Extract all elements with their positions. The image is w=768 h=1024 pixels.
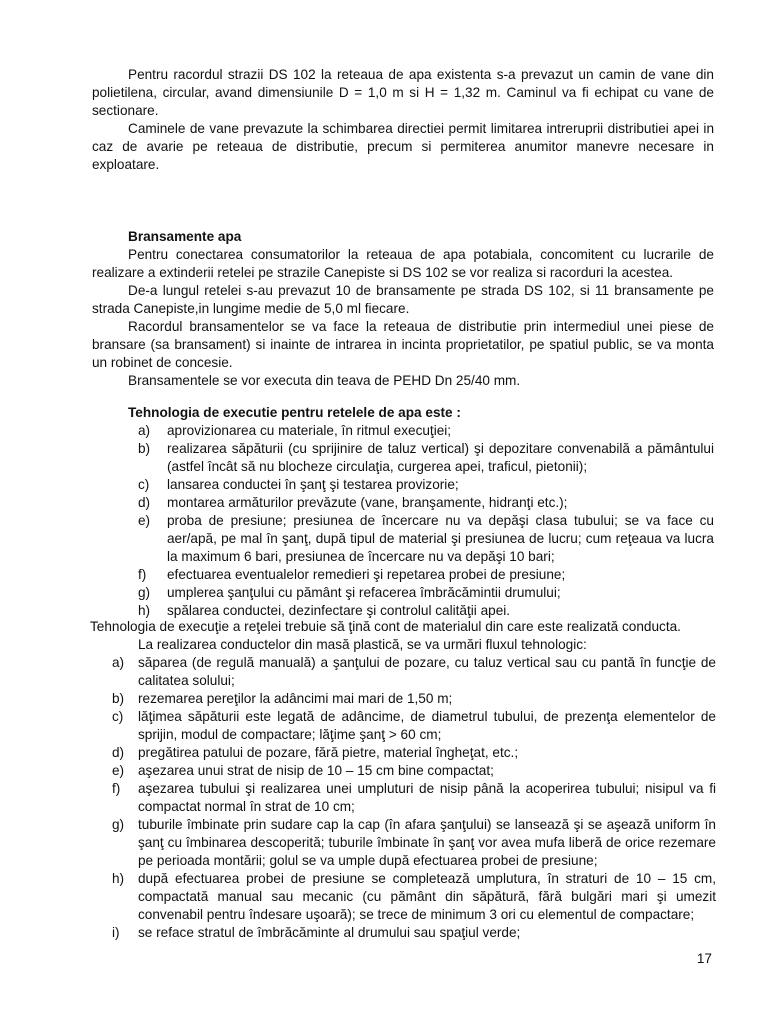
- list-item-text: se reface stratul de îmbrăcăminte al drumului sau spaţiul verde;: [138, 925, 521, 940]
- list-item: [138, 440, 714, 476]
- list-item-marker: h): [112, 871, 125, 886]
- list-item: [92, 762, 716, 780]
- list-item-marker: h): [138, 603, 151, 618]
- list-item-text: aprovizionarea cu materiale, în ritmul execuţiei;: [167, 423, 452, 438]
- list-item-text: rezemarea pereţilor la adâncimi mai mari de 1,50 m;: [138, 691, 453, 706]
- list-item-text: montarea armăturilor prevăzute (vane, branşamente, hidranţi etc.);: [167, 495, 568, 510]
- section-heading: Bransamente apa: [128, 229, 242, 244]
- list-item-text: după efectuarea probei de presiune se completează umplutura, în straturi de 10 – 15 cm, compactată manual sau mecanic (cu pământ din săpătură, fără bulgări mari şi umezit convenabil pentru îndesare uşoară); se trece de minimum 3 ori cu elementul de compactare;: [138, 871, 716, 922]
- list-item: [138, 476, 714, 494]
- paragraph: Tehnologia de execuţie a reţelei trebuie să ţină cont de materialul din care este realizată conducta.: [90, 619, 681, 634]
- list-item-text: aşezarea tubului şi realizarea unei umpluturi de nisip până la acoperirea tubului; nisipul va fi compactat normal în strat de 10 cm;: [138, 781, 716, 814]
- list-item-marker: a): [138, 423, 151, 438]
- paragraph: Pentru conectarea consumatorilor la reteaua de apa potabiala, concomitent cu lucrarile de realizare a extinderii retelei pe strazile Canepiste si DS 102 se vor realiza si racorduri la acestea.: [92, 247, 714, 280]
- list-item-marker: c): [138, 477, 150, 492]
- list-item-marker: e): [112, 763, 125, 778]
- section-valve-chamber: [92, 66, 714, 174]
- list-item: [92, 654, 716, 690]
- technology-steps-list: [138, 422, 714, 620]
- section-water-connections: [92, 228, 714, 390]
- paragraph: Racordul bransamentelor se va face la reteaua de distributie prin intermediul unei piese de bransare (sa bransament) si inainte de intrarea in incinta proprietatilor, pe spatiul public, se va monta un robinet de concesie.: [92, 319, 714, 370]
- list-item-marker: b): [138, 441, 151, 456]
- list-item-text: spălarea conductei, dezinfectare şi controlul calităţii apei.: [167, 603, 511, 618]
- list-item: [92, 870, 716, 924]
- list-item-text: realizarea săpăturii (cu sprijinire de taluz vertical) şi depozitare convenabilă a pământului (astfel încât să nu blocheze circulaţia, curgerea apei, traficul, pietonii);: [167, 441, 714, 474]
- list-item: [92, 690, 716, 708]
- list-item-text: tuburile îmbinate prin sudare cap la cap (în afara şanţului) se lansează şi se aşează uniform în şanţ cu îmbinarea descoperită; tuburile îmbinate în şanţ vor avea mufa liberă de orice rezemare pe perioada montării; golul se va umple după efectuarea probei de presiune;: [138, 817, 716, 868]
- paragraph: La realizarea conductelor din masă plastică, se va urmări fluxul tehnologic:: [138, 637, 587, 652]
- paragraph: Pentru racordul strazii DS 102 la reteaua de apa existenta s-a prevazut un camin de vane din polietilena, circular, avand dimensiunile D = 1,0 m si H = 1,32 m. Caminul va fi echipat cu vane de sectionare.: [92, 67, 714, 118]
- list-item: [92, 744, 716, 762]
- list-item: [138, 566, 714, 584]
- section-heading: Tehnologia de executie pentru retelele de apa este :: [128, 405, 461, 420]
- list-item: [92, 816, 716, 870]
- list-item-marker: g): [112, 817, 125, 832]
- list-item-marker: b): [112, 691, 125, 706]
- list-item-text: umplerea şanţului cu pământ şi refacerea îmbrăcămintii drumului;: [167, 585, 561, 600]
- list-item-text: pregătirea patului de pozare, fără pietre, material îngheţat, etc.;: [138, 745, 519, 760]
- list-item: [138, 584, 714, 602]
- list-item-marker: e): [138, 513, 151, 528]
- paragraph: Bransamentele se vor executa din teava de PEHD Dn 25/40 mm.: [128, 373, 521, 388]
- list-item: [138, 512, 714, 566]
- list-item-marker: d): [138, 495, 151, 510]
- list-item-marker: a): [112, 655, 125, 670]
- list-item-text: lansarea conductei în şanţ şi testarea provizorie;: [167, 477, 459, 492]
- list-item-marker: g): [138, 585, 151, 600]
- list-item-marker: f): [112, 781, 121, 796]
- list-item-marker: c): [112, 709, 124, 724]
- list-item: [92, 924, 716, 942]
- paragraph: Caminele de vane prevazute la schimbarea directiei permit limitarea intreruprii distributiei apei in caz de avarie pe reteaua de distributie, precum si permiterea anumitor manevre necesare in exploatare.: [92, 121, 714, 172]
- list-item: [92, 708, 716, 744]
- list-item-marker: f): [138, 567, 147, 582]
- plastic-pipe-steps-list: [92, 654, 716, 942]
- section-plastic-pipes: [92, 618, 716, 942]
- list-item-marker: i): [112, 925, 120, 940]
- list-item-marker: d): [112, 745, 125, 760]
- list-item: [138, 422, 714, 440]
- list-item-text: efectuarea eventualelor remedieri şi repetarea probei de presiune;: [167, 567, 566, 582]
- list-item: [92, 780, 716, 816]
- list-item-text: săparea (de regulă manuală) a şanţului de pozare, cu taluz vertical sau cu pantă în funcţie de calitatea solului;: [138, 655, 716, 688]
- section-execution-technology: [92, 404, 714, 620]
- list-item-text: proba de presiune; presiunea de încercare nu va depăşi clasa tubului; se va face cu aer/apă, pe mal în şanţ, după tipul de material şi presiunea de lucru; cum reţeaua va lucra la maximum 6 bari, presiunea de încercare nu va depăşi 10 bari;: [167, 513, 714, 564]
- list-item-text: lăţimea săpăturii este legată de adâncime, de diametrul tubului, de prezenţa elementelor de sprijin, modul de compactare; lăţime şanţ > 60 cm;: [138, 709, 716, 742]
- paragraph: De-a lungul retelei s-au prevazut 10 de bransamente pe strada DS 102, si 11 bransamente pe strada Canepiste,in lungime medie de 5,0 ml fiecare.: [92, 283, 714, 316]
- page-number: 17: [696, 951, 712, 966]
- list-item: [138, 494, 714, 512]
- list-item-text: aşezarea unui strat de nisip de 10 – 15 cm bine compactat;: [138, 763, 494, 778]
